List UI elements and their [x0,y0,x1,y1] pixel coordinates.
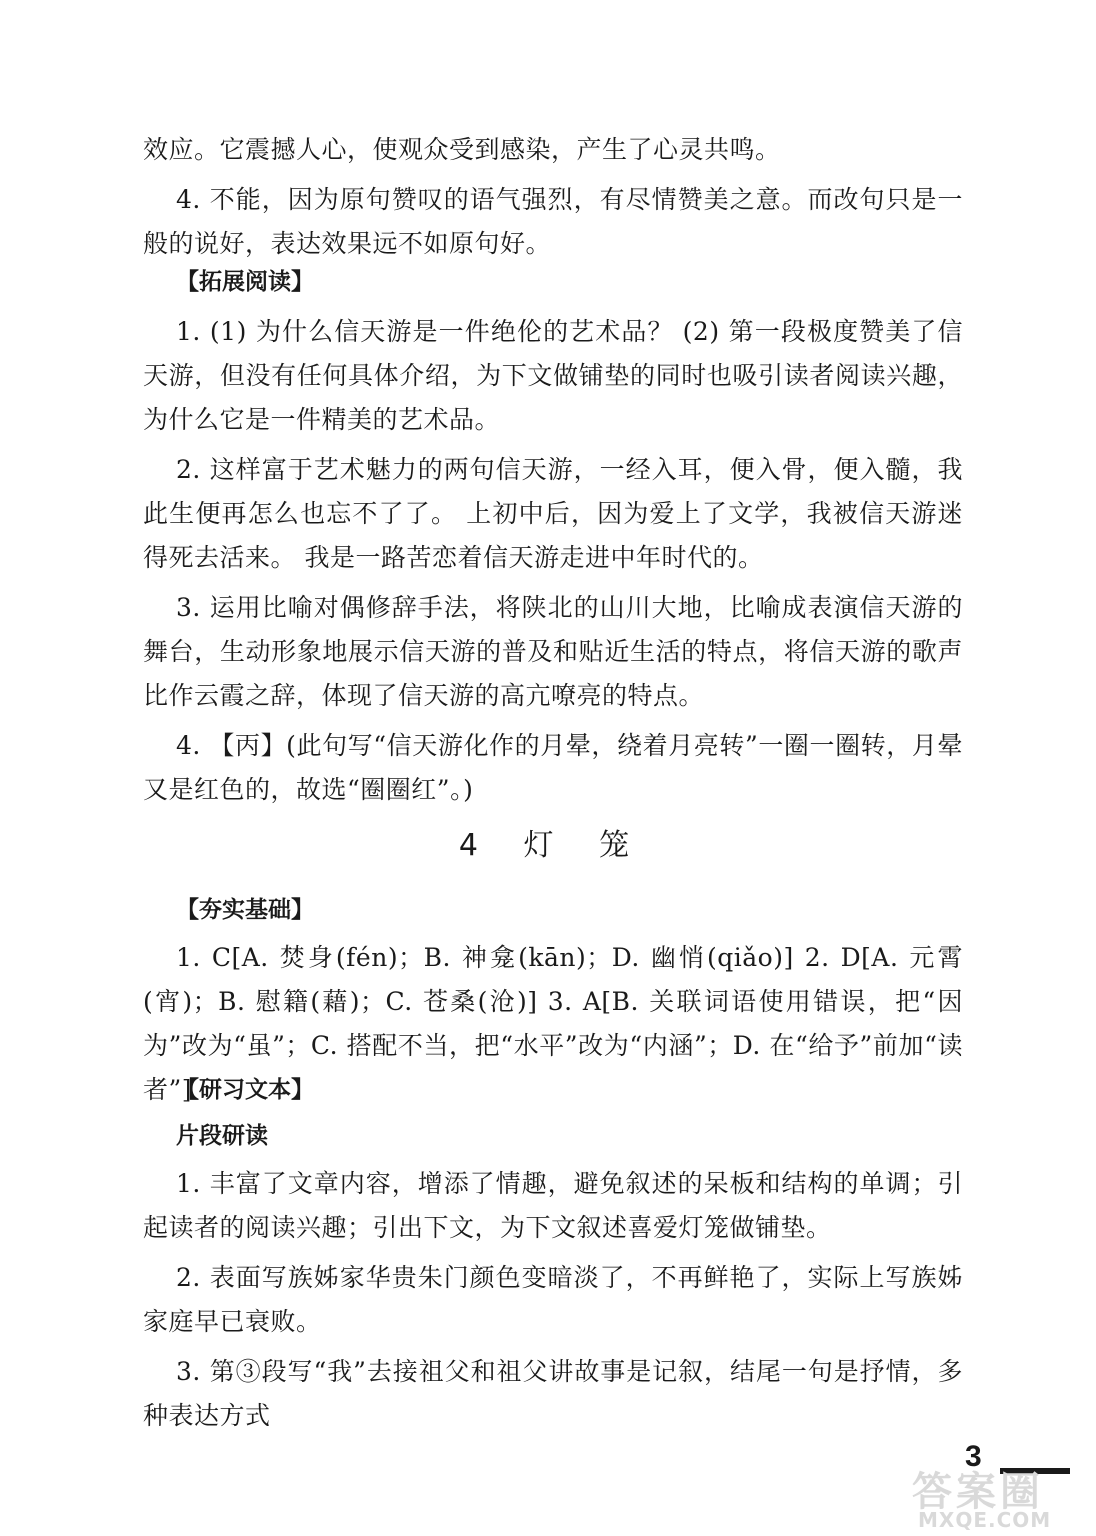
section-heading-study: 【研习文本】 [176,1077,314,1103]
page-number: 3 [965,1440,982,1473]
extend-answer-2: 2. 这样富于艺术魅力的两句信天游，一经入耳，便入骨，便入髓，我此生便再怎么也忘不了了。 上初中后，因为爱上了文学，我被信天游迷得死去活来。 我是一路苦恋着信天游走进中年时代的。 [143,455,963,572]
continued-line: 效应。它震撼人心，使观众受到感染，产生了心灵共鸣。 [143,135,781,164]
extend-answer-4: 4. 【丙】(此句写“信天游化作的月晕，绕着月亮转”一圈一圈转，月晕又是红色的，故选“圈圈红”。) [143,731,963,804]
answer-section-top [143,128,963,266]
watermark-logo [912,1460,1092,1530]
watermark-sub-text: MXQE.COM [918,1508,1052,1532]
study-answer-2: 2. 表面写族姊家华贵朱门颜色变暗淡了，不再鲜艳了，实际上写族姊家庭早已衰败。 [143,1263,963,1336]
lesson-title-block [143,820,963,864]
study-section [143,1068,963,1438]
basics-answers: 1. C[A. 焚身(fén)；B. 神龛(kān)；D. 幽悄(qiǎo)] 2. D[A. 元霄(宵)；B. 慰籍(藉)；C. 苍桑(沧)] 3. A[B. 关联词语使用错误，把“因为”改为“虽”；C. 搭配不当，把“水平”改为“内涵”；D. 在“给予”前加“读者”] [143,943,963,1104]
study-answer-1: 1. 丰富了文章内容，增添了情趣，避免叙述的呆板和结构的单调；引起读者的阅读兴趣；引出下文，为下文叙述喜爱灯笼做铺垫。 [143,1169,963,1242]
lesson-title: 4 灯 笼 [458,828,648,863]
answer-4: 4. 不能，因为原句赞叹的语气强烈，有尽情赞美之意。而改句只是一般的说好，表达效果远不如原句好。 [143,185,963,258]
section-heading-basics: 【夯实基础】 [176,897,314,923]
subheading-fragment-reading: 片段研读 [176,1123,268,1149]
extend-answer-3: 3. 运用比喻对偶修辞手法，将陕北的山川大地，比喻成表演信天游的舞台，生动形象地展示信天游的普及和贴近生活的特点，将信天游的歌声比作云霞之辞，体现了信天游的高亢嘹亮的特点。 [143,593,963,710]
study-answer-3: 3. 第③段写“我”去接祖父和祖父讲故事是记叙，结尾一句是抒情，多种表达方式 [143,1357,963,1430]
section-heading-extend: 【拓展阅读】 [176,269,314,295]
extend-reading-section [143,260,963,812]
extend-answer-1: 1. (1) 为什么信天游是一件绝伦的艺术品？ (2) 第一段极度赞美了信天游，但没有任何具体介绍，为下文做铺垫的同时也吸引读者阅读兴趣，为什么它是一件精美的艺术品。 [143,317,963,434]
watermark-main-text: 答案圈 [912,1469,1044,1515]
